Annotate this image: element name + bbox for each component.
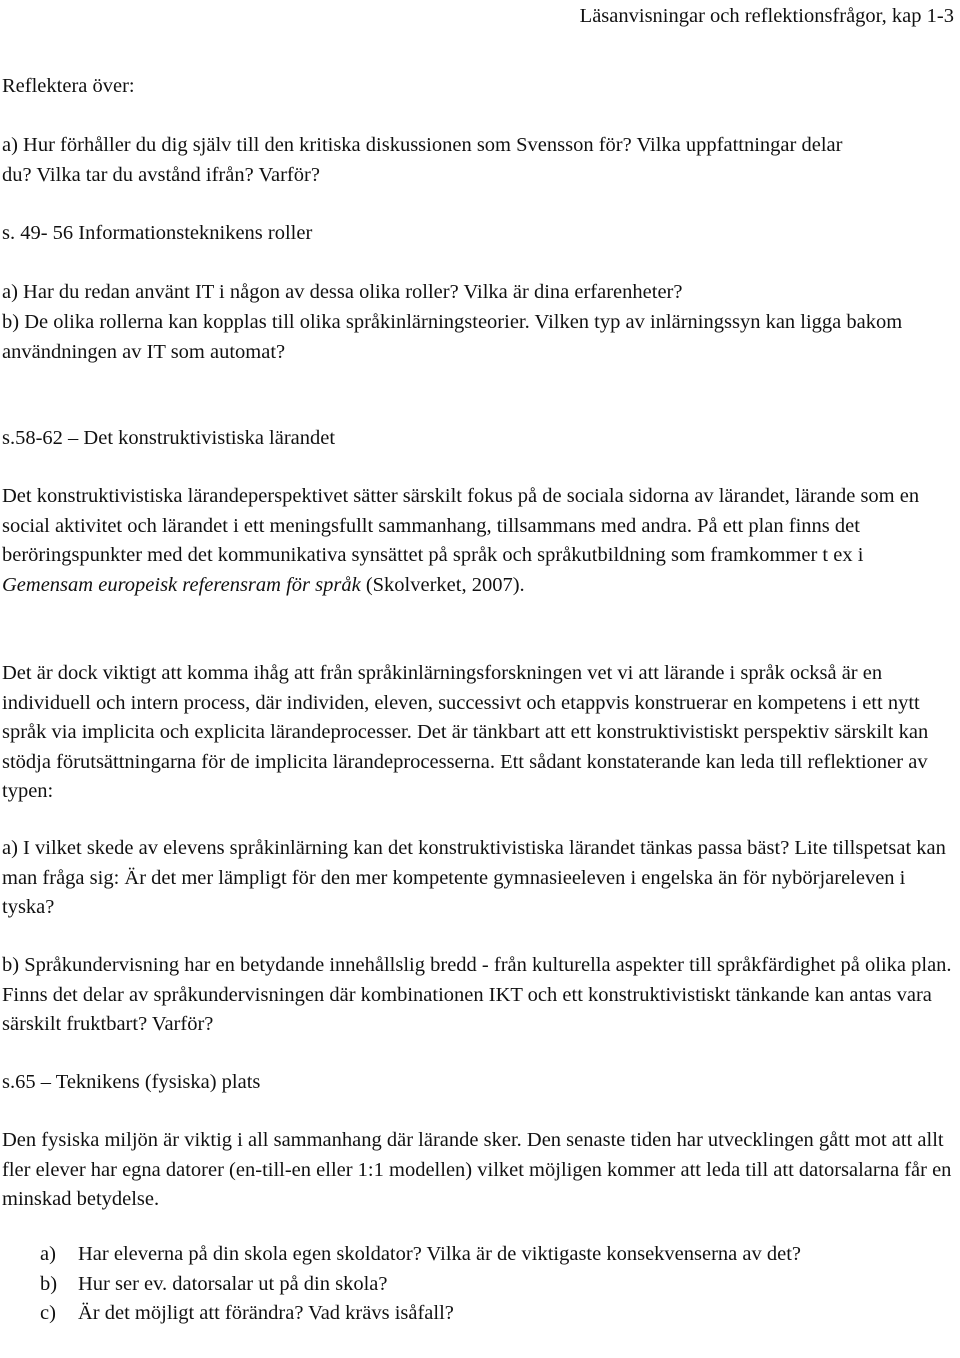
section2-paragraph-1 bbox=[2, 482, 956, 600]
section3-heading: s.65 – Teknikens (fysiska) plats bbox=[2, 1071, 261, 1093]
section1-question-a: a) Har du redan använt IT i någon av dessa olika roller? Vilka är dina erfarenheter? bbox=[2, 281, 683, 303]
list-marker: a) bbox=[40, 1243, 56, 1265]
list-item bbox=[40, 1240, 956, 1270]
section1-question-b: b) De olika rollerna kan kopplas till olika språkinlärningsteorier. Vilken typ av inlärningssyn kan ligga bakom användningen av IT som automat? bbox=[2, 311, 903, 363]
section3-question-list bbox=[40, 1240, 956, 1329]
list-item bbox=[40, 1299, 956, 1329]
list-item-text: Hur ser ev. datorsalar ut på din skola? bbox=[78, 1272, 388, 1295]
list-item-text: Har eleverna på din skola egen skoldator? Vilka är de viktigaste konsekvenserna av det? bbox=[78, 1243, 802, 1265]
page-header: Läsanvisningar och reflektionsfrågor, kap 1-3 bbox=[579, 5, 954, 27]
list-item bbox=[40, 1270, 956, 1300]
intro-question: a) Hur förhåller du dig själv till den kritiska diskussionen som Svensson för? Vilka uppfattningar delar du? Vilka tar du avstånd ifrån? Varför? bbox=[2, 134, 843, 186]
section2-question-b: b) Språkundervisning har en betydande innehållslig bredd - från kulturella aspekter till språkfärdighet på olika plan. Finns det delar av språkundervisningen där kombinationen IKT och ett konstruktivistiskt tänkande kan antas vara särskilt fruktbart? Varför? bbox=[2, 954, 952, 1035]
paragraph-text: (Skolverket, 2007). bbox=[360, 573, 525, 596]
section2-question-a: a) I vilket skede av elevens språkinlärning kan det konstruktivistiska lärandet tänkas passa bäst? Lite tillspetsat kan man fråga sig: Är det mer lämpligt för den mer kompetente gymnasieeleven i engelska än för nybörjareleven i tyska? bbox=[2, 837, 946, 918]
list-marker: c) bbox=[40, 1302, 56, 1324]
paragraph-text: Det konstruktivistiska lärandeperspektivet sätter särskilt fokus på de sociala sidorna av lärandet, lärande som en social aktivitet och lärandet i ett meningsfullt sammanhang, tillsammans med andra. På ett plan finns det beröringspunkter med det kommunikativa synsättet på språk och språkutbildning som framkommer t ex i bbox=[2, 485, 920, 566]
section3-paragraph: Den fysiska miljön är viktig i all sammanhang där lärande sker. Den senaste tiden har utvecklingen gått mot att allt fler elever har egna datorer (en-till-en eller 1:1 modellen) vilket möjligen kommer att leda till att datorsalarna får en minskad betydelse. bbox=[2, 1129, 952, 1210]
section2-paragraph-2: Det är dock viktigt att komma ihåg att från språkinlärningsforskningen vet vi att lärande i språk också är en individuell och intern process, där individen, eleven, successivt och etappvis konstruerar en kompetens i ett nytt språk via implicita och explicita lärandeprocesser. Det är tänkbart att ett konstruktivistiskt perspektiv särskilt kan stödja förutsättningarna för de implicita lärandeprocesserna. Ett sådant konstaterande kan leda till reflektioner av typen: bbox=[2, 662, 929, 802]
list-marker: b) bbox=[40, 1272, 58, 1295]
book-title: Gemensam europeisk referensram för språk bbox=[2, 573, 361, 596]
section1-heading: s. 49- 56 Informationsteknikens roller bbox=[2, 222, 313, 244]
list-item-text: Är det möjligt att förändra? Vad krävs isåfall? bbox=[78, 1302, 454, 1324]
section2-heading: s.58-62 – Det konstruktivistiska lärandet bbox=[2, 427, 336, 449]
reflect-heading: Reflektera över: bbox=[2, 75, 135, 97]
